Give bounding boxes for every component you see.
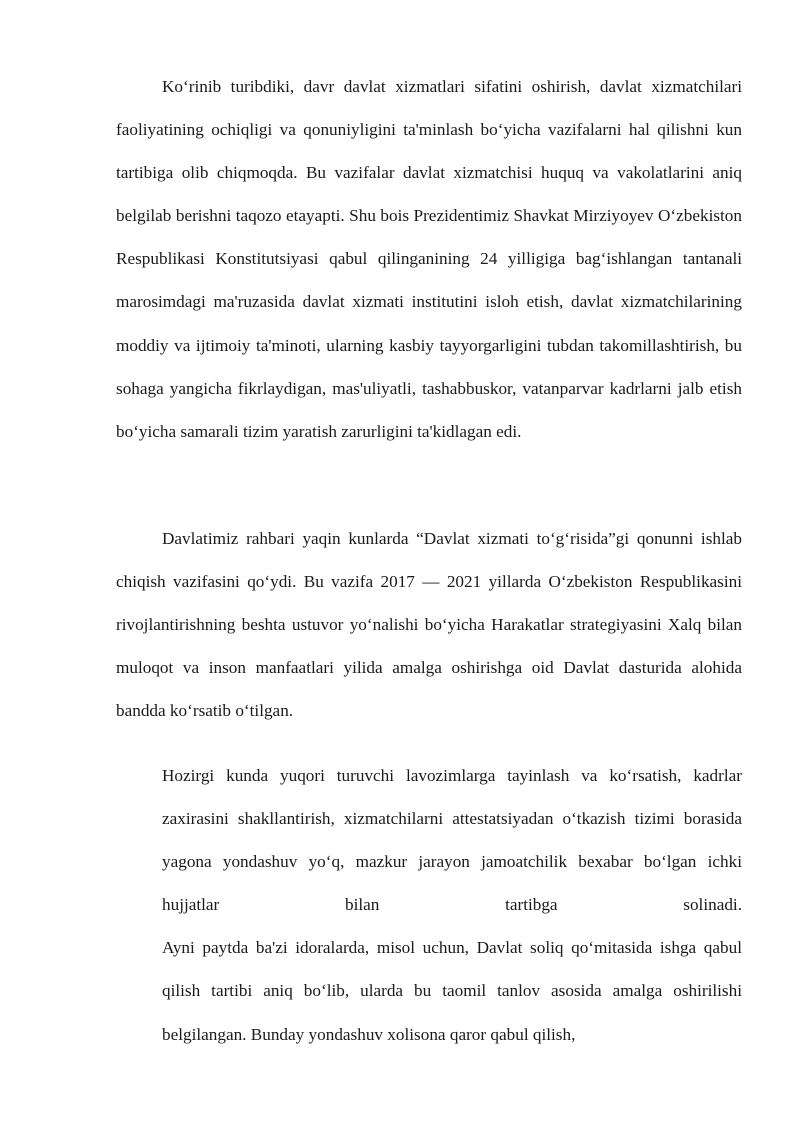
- block-paragraph-1: Hozirgi kunda yuqori turuvchi lavozimlarga tayinlash va ko‘rsatish, kadrlar zaxirasini shakllantirish, xizmatchilarni attestatsiyadan o‘tkazish tizimi borasida yagona yondashuv yo‘q, mazkur jarayon jamoatchilik bexabar bo‘lgan ichki hujjatlar bilan tartibga solinadi.: [162, 766, 742, 915]
- indented-block: [162, 754, 742, 1056]
- paragraph-2: Davlatimiz rahbari yaqin kunlarda “Davlat xizmati to‘g‘risida”gi qonunni ishlab chiqish vazifasini qo‘ydi. Bu vazifa 2017 — 2021 yillarda O‘zbekiston Respublikasini rivojlantirishning beshta ustuvor yo‘nalishi bo‘yicha Harakatlar strategiyasini Xalq bilan muloqot va inson manfaatlari yilida amalga oshirishga oid Davlat dasturida alohida bandda ko‘rsatib o‘tilgan.: [116, 529, 742, 721]
- paragraph-1: Ko‘rinib turibdiki, davr davlat xizmatlari sifatini oshirish, davlat xizmatchilari faoliyatining ochiqligi va qonuniyligini ta'minlash bo‘yicha vazifalarni hal qilishni kun tartibiga olib chiqmoqda. Bu vazifalar davlat xizmatchisi huquq va vakolatlarini aniq belgilab berishni taqozo etayapti. Shu bois Prezidentimiz Shavkat Mirziyoyev O‘zbekiston Respublikasi Konstitutsiyasi qabul qilinganining 24 yilligiga bag‘ishlangan tantanali marosimdagi ma'ruzasida davlat xizmati institutini isloh etish, davlat xizmatchilarining moddiy va ijtimoiy ta'minoti, ularning kasbiy tayyorgarligini tubdan takomillashtirish, bu sohaga yangicha fikrlaydigan, mas'uliyatli, tashabbuskor, vatanparvar kadrlarni jalb etish bo‘yicha samarali tizim yaratish zarurligini ta'kidlagan edi.: [116, 77, 742, 441]
- block-paragraph-2: Ayni paytda ba'zi idoralarda, misol uchun, Davlat soliq qo‘mitasida ishga qabul qilish tartibi aniq bo‘lib, ularda bu taomil tanlov asosida amalga oshirilishi belgilangan. Bunday yondashuv xolisona qaror qabul qilish,: [162, 938, 742, 1044]
